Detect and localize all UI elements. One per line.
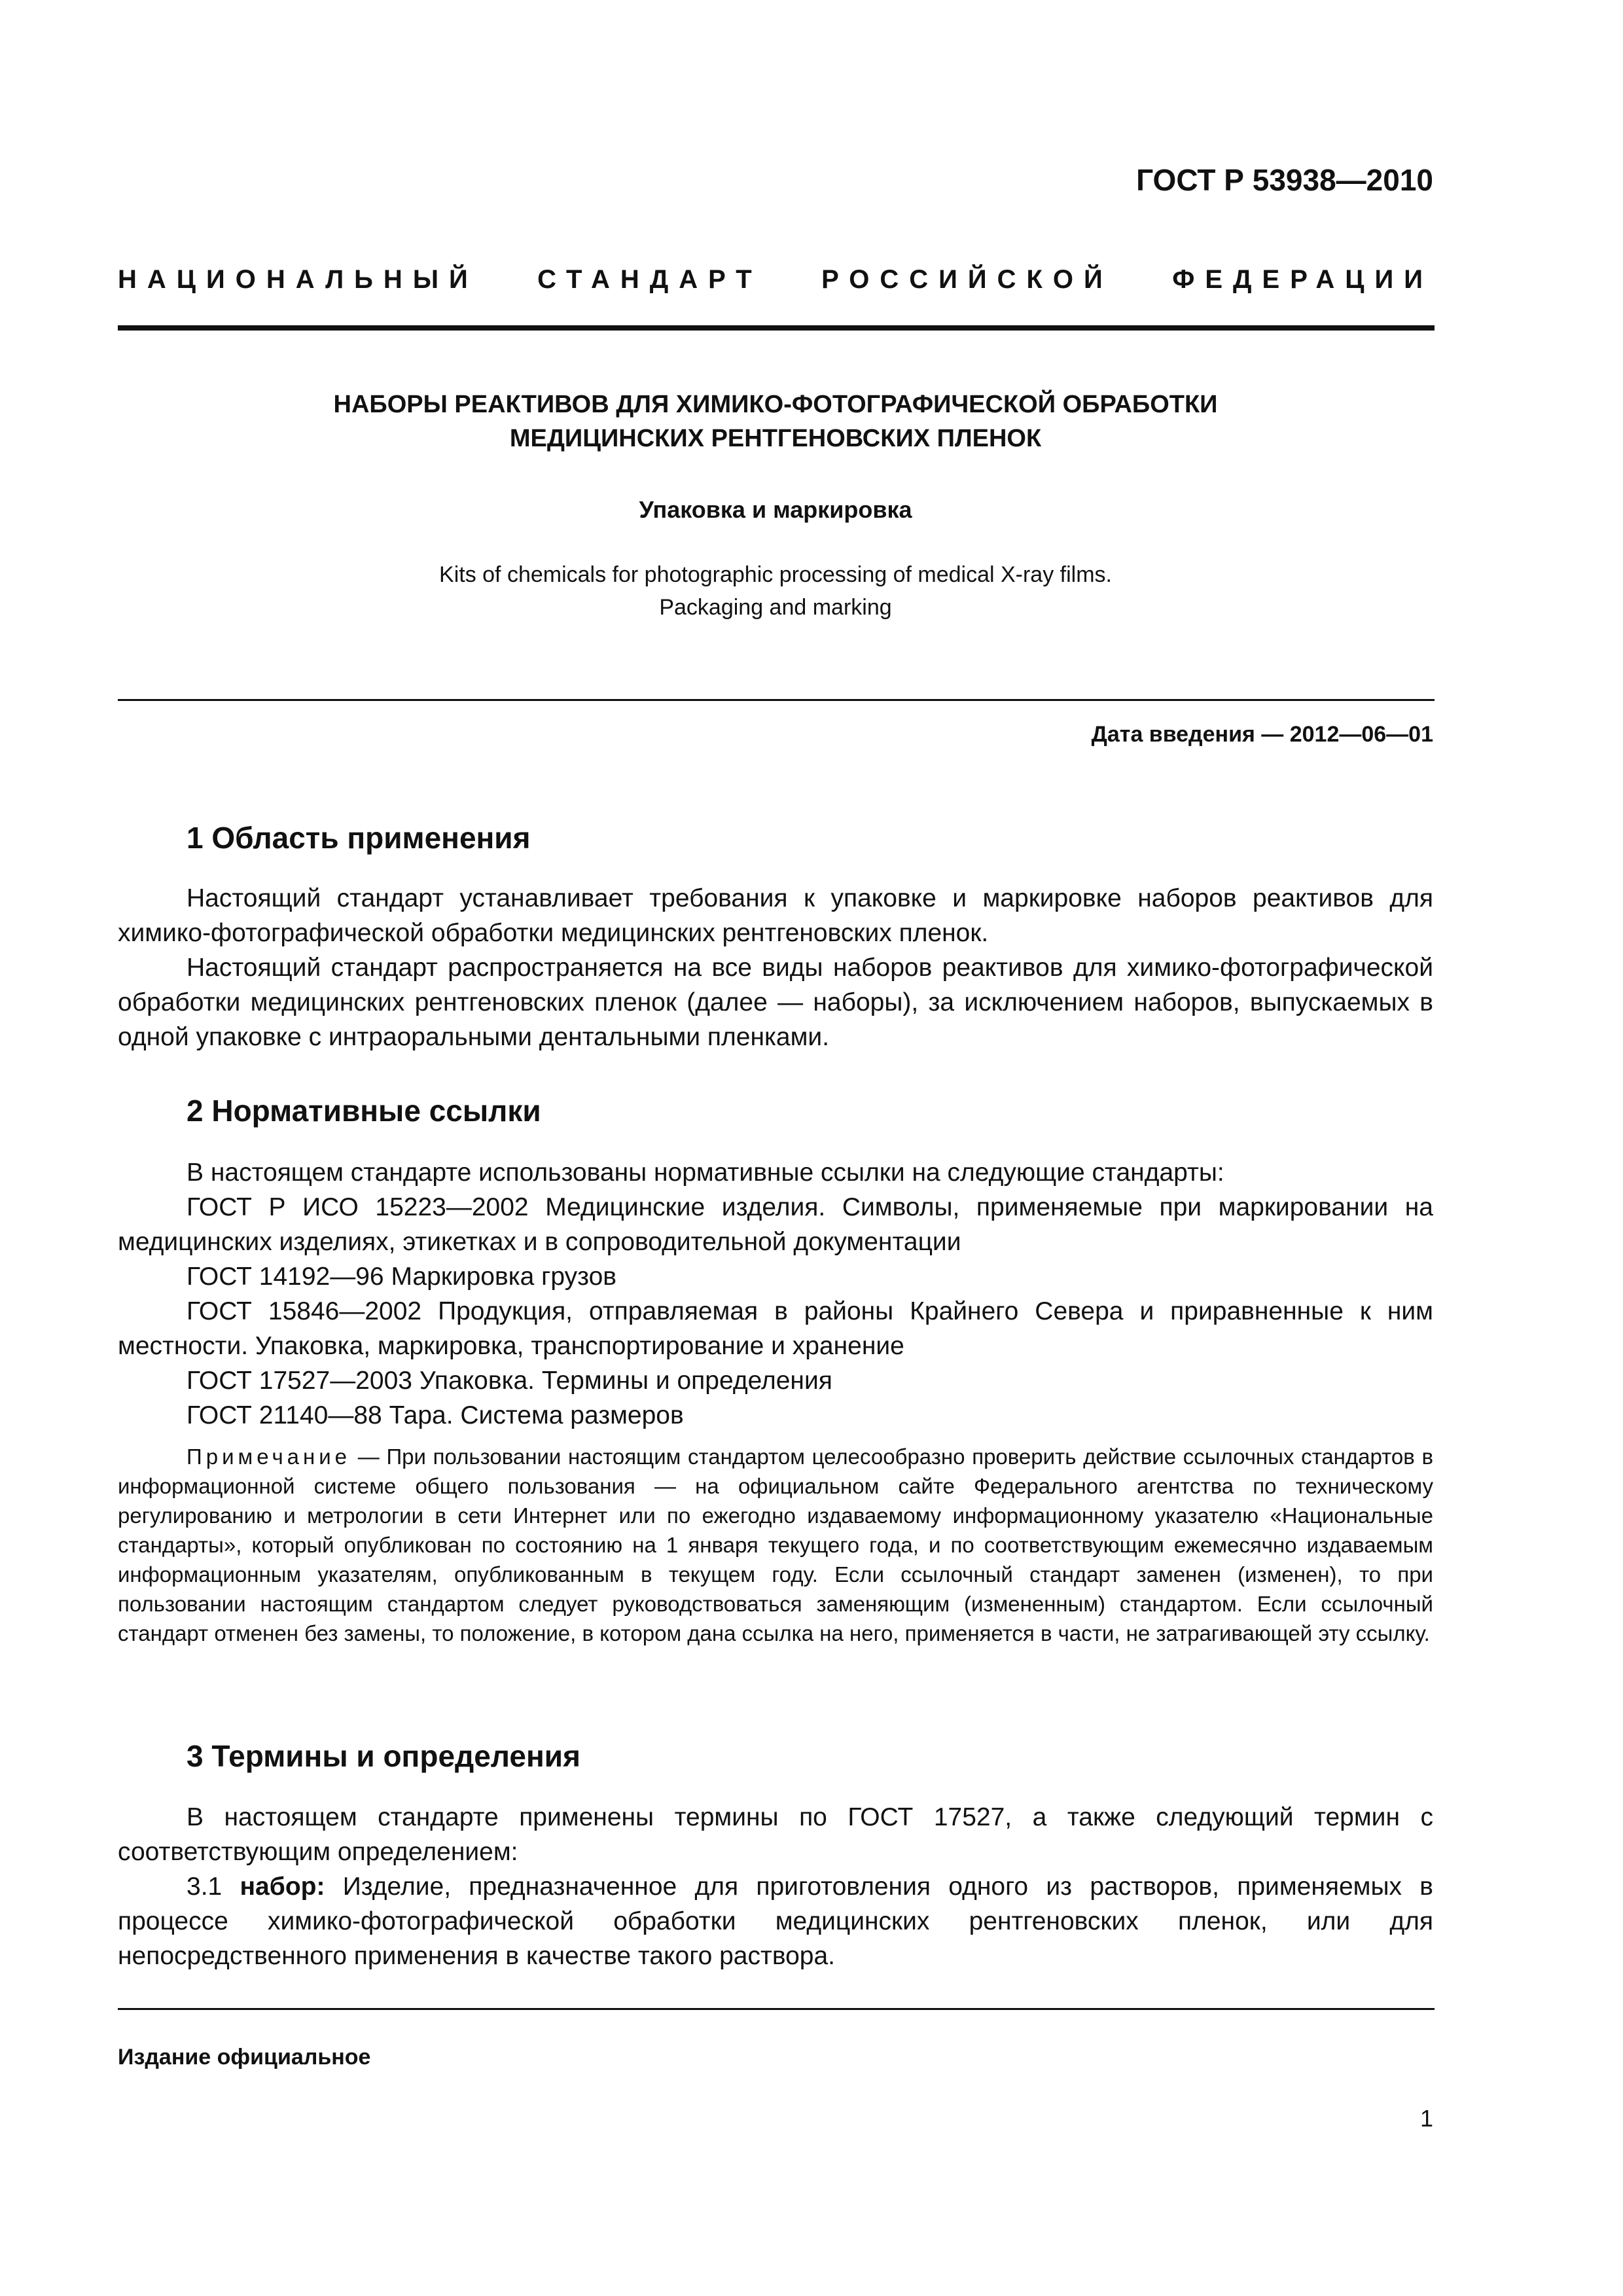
banner-word-4: ФЕДЕРАЦИИ xyxy=(1172,265,1433,294)
section-2-note: Примечание — При пользовании настоящим стандартом целесообразно проверить действие ссылочных стандартов в информационной системе общего пользования — на официальном сайте Федерального агентства по техническому регулированию и метрологии в сети Интернет или по ежегодно издаваемому информационному указателю «Национальные стандарты», который опубликован по состоянию на 1 января текущего года, и по соответствующим ежемесячно издаваемым информационным указателям, опубликованным в текущем году. Если ссылочный стандарт заменен (изменен), то при пользовании настоящим стандартом следует руководствоваться заменяющим (измененным) стандартом. Если ссылочный стандарт отменен без замены, то положение, в котором дана ссылка на него, применяется в части, не затрагивающей эту ссылку. xyxy=(118,1444,1433,1645)
section-1-heading: 1 Область применения xyxy=(187,821,531,855)
banner-word-2: СТАНДАРТ xyxy=(537,265,762,294)
note-label: Примечание xyxy=(187,1444,351,1469)
official-edition-label: Издание официальное xyxy=(118,2045,371,2070)
title-divider xyxy=(118,699,1435,701)
section-1-paragraph-1: Настоящий стандарт устанавливает требования к упаковке и маркировке наборов реактивов для химико-фотографической обработки медицинских рентгеновских пленок. xyxy=(118,884,1433,947)
reference-item: ГОСТ 17527—2003 Упаковка. Термины и определения xyxy=(187,1367,832,1395)
footer-divider xyxy=(118,2008,1435,2010)
title-line-1: НАБОРЫ РЕАКТИВОВ ДЛЯ ХИМИКО-ФОТОГРАФИЧЕСКОЙ ОБРАБОТКИ xyxy=(333,391,1218,418)
section-3-paragraph-1: В настоящем стандарте применены термины по ГОСТ 17527, а также следующий термин с соответствующим определением: xyxy=(118,1803,1433,1866)
term-name: набор: xyxy=(240,1873,325,1901)
reference-item: ГОСТ 15846—2002 Продукция, отправляемая в районы Крайнего Севера и приравненные к ним местности. Упаковка, маркировка, транспортирование и хранение xyxy=(118,1297,1433,1360)
english-title xyxy=(118,558,1433,624)
banner-word-3: РОССИЙСКОЙ xyxy=(821,265,1113,294)
term-text: Изделие, предназначенное для приготовления одного из растворов, применяемых в процессе химико-фотографической обработки медицинских рентгеновских пленок, или для непосредственного применения в качестве такого раствора. xyxy=(118,1873,1434,1970)
section-3-heading: 3 Термины и определения xyxy=(187,1739,580,1773)
document-title xyxy=(118,387,1433,456)
english-title-line-1: Kits of chemicals for photographic processing of medical X-ray films. xyxy=(439,562,1112,587)
reference-item: ГОСТ Р ИСО 15223—2002 Медицинские изделия. Символы, применяемые при маркировании на медицинских изделиях, этикетках и в сопроводительной документации xyxy=(118,1193,1433,1256)
term-number: 3.1 xyxy=(187,1873,223,1901)
term-definition xyxy=(118,1869,1433,1973)
introduction-date: Дата введения — 2012—06—01 xyxy=(1091,722,1433,747)
document-code: ГОСТ Р 53938—2010 xyxy=(1136,163,1433,197)
reference-item: ГОСТ 14192—96 Маркировка грузов xyxy=(187,1263,616,1291)
title-line-2: МЕДИЦИНСКИХ РЕНТГЕНОВСКИХ ПЛЕНОК xyxy=(509,425,1042,452)
section-1-paragraph-2: Настоящий стандарт распространяется на все виды наборов реактивов для химико-фотографической обработки медицинских рентгеновских пленок (далее — наборы), за исключением наборов, выпускаемых в одной упаковке с интраоральными дентальными пленками. xyxy=(118,954,1433,1051)
banner-word-1: НАЦИОНАЛЬНЫЙ xyxy=(118,265,478,294)
header-divider xyxy=(118,325,1435,331)
national-standard-banner xyxy=(118,265,1433,295)
reference-item: ГОСТ 21140—88 Тара. Система размеров xyxy=(187,1401,684,1429)
english-title-line-2: Packaging and marking xyxy=(659,595,892,620)
section-2-heading: 2 Нормативные ссылки xyxy=(187,1094,541,1128)
section-2-intro: В настоящем стандарте использованы нормативные ссылки на следующие стандарты: xyxy=(187,1158,1224,1187)
page-number: 1 xyxy=(1419,2105,1433,2132)
document-subtitle: Упаковка и маркировка xyxy=(639,496,912,523)
